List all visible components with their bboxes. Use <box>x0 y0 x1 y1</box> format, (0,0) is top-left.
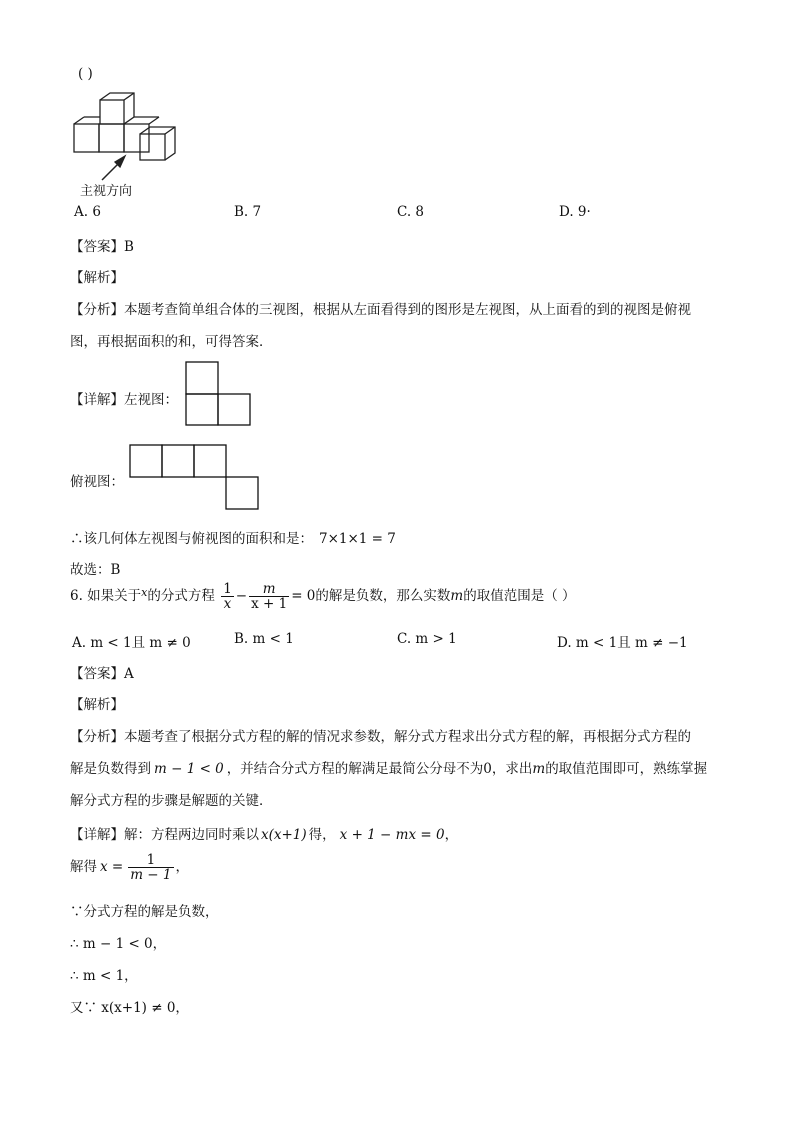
q6-analysis-line: 【分析】本题考查了根据分式方程的解的情况求参数，解分式方程求出分式方程的解，再根据分式方程的 <box>70 729 691 745</box>
option-c: C. 8 <box>397 204 425 220</box>
analysis-line: 【分析】本题考查简单组合体的三视图，根据从左面看得到的图形是左视图，从上面看的到的视图是俯视 <box>70 302 691 318</box>
option-a: A. 6 <box>74 204 101 220</box>
left-view-figure <box>185 361 255 427</box>
q6-option-d: D. m < 1且 m ≠ −1 <box>557 635 688 651</box>
q6-because-line: ∵分式方程的解是负数， <box>70 904 219 920</box>
q6-jiexi-label: 【解析】 <box>70 697 124 713</box>
top-view-figure <box>129 444 263 512</box>
q6-also-line: 又∵ x(x+1) ≠ 0， <box>70 1000 189 1016</box>
q6-option-a: A. m < 1且 m ≠ 0 <box>72 635 191 651</box>
q6-option-b: B. m < 1 <box>234 631 294 647</box>
fraction-m-over-x-plus-1: $\frac{m}{x + 1}$ <box>251 581 288 613</box>
q6-analysis-line: 解是负数得到 m − 1 < 0 ，并结合分式方程的解满足最简公分母不为0，求出m的取值范围即可，熟练掌握 <box>70 761 708 777</box>
q6-option-c: C. m > 1 <box>397 631 457 647</box>
q6-therefore-line: ∴ m − 1 < 0， <box>70 936 167 952</box>
area-formula: 7×1×1 = 7 <box>319 531 396 547</box>
direction-label: 主视方向 <box>80 184 133 199</box>
q6-therefore-line: ∴ m < 1， <box>70 968 138 984</box>
question-paren: ( ) <box>78 66 93 82</box>
detail-left-view-label: 【详解】左视图： <box>70 392 178 408</box>
option-b: B. 7 <box>234 204 262 220</box>
q6-solve-line: 解得 x = $\frac{1}{m - 1}$ ， <box>70 852 190 884</box>
fraction-solution: $\frac{1}{m - 1}$ <box>130 852 172 884</box>
q6-detail-line: 【详解】解：方程两边同时乘以 x(x+1) 得， x + 1 − mx = 0， <box>70 827 459 843</box>
top-view-label: 俯视图： <box>70 474 124 490</box>
jiexi-label: 【解析】 <box>70 270 124 286</box>
fraction-1-over-x: $\frac{1}{x}$ <box>223 581 232 613</box>
option-d: D. 9· <box>559 204 591 220</box>
q6-answer-label: 【答案】A <box>70 666 134 682</box>
q6-stem: 6. 如果关于$^x$的分式方程 $\frac{1}{x}$ − $\frac{m}{x + 1}$ = 0的解是负数，那么实数m的取值范围是（ ） <box>70 581 576 613</box>
answer-label: 【答案】B <box>70 239 134 255</box>
q6-analysis-line: 解分式方程的步骤是解题的关键． <box>70 793 273 809</box>
choose-label: 故选：B <box>70 562 121 578</box>
analysis-line: 图，再根据面积的和，可得答案． <box>70 334 273 350</box>
area-text: ∴该几何体左视图与俯视图的面积和是： 7×1×1 = 7 <box>70 531 396 547</box>
